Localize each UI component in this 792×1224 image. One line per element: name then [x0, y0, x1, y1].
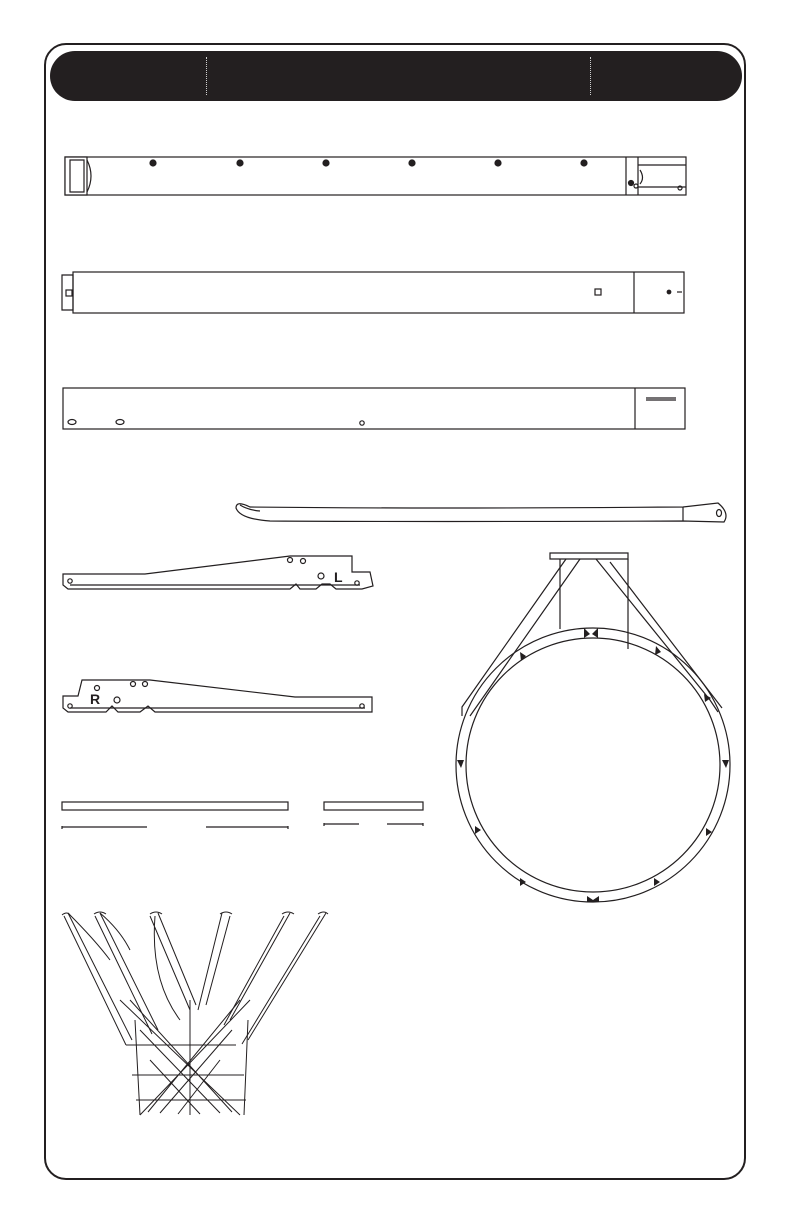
bracket-left-letter: L	[334, 569, 343, 585]
bracket-left	[63, 556, 373, 589]
pole-tube-top	[65, 157, 686, 195]
rim-assembly	[456, 553, 730, 902]
bracket-right-letter: R	[90, 691, 101, 707]
spacer-rod-short	[324, 802, 423, 826]
spacer-rod-long	[62, 802, 288, 829]
basketball-net	[62, 912, 328, 1115]
pole-tube-middle	[62, 272, 684, 313]
support-strut	[236, 503, 726, 522]
pole-tube-bottom	[63, 388, 685, 429]
bracket-right	[63, 680, 372, 712]
